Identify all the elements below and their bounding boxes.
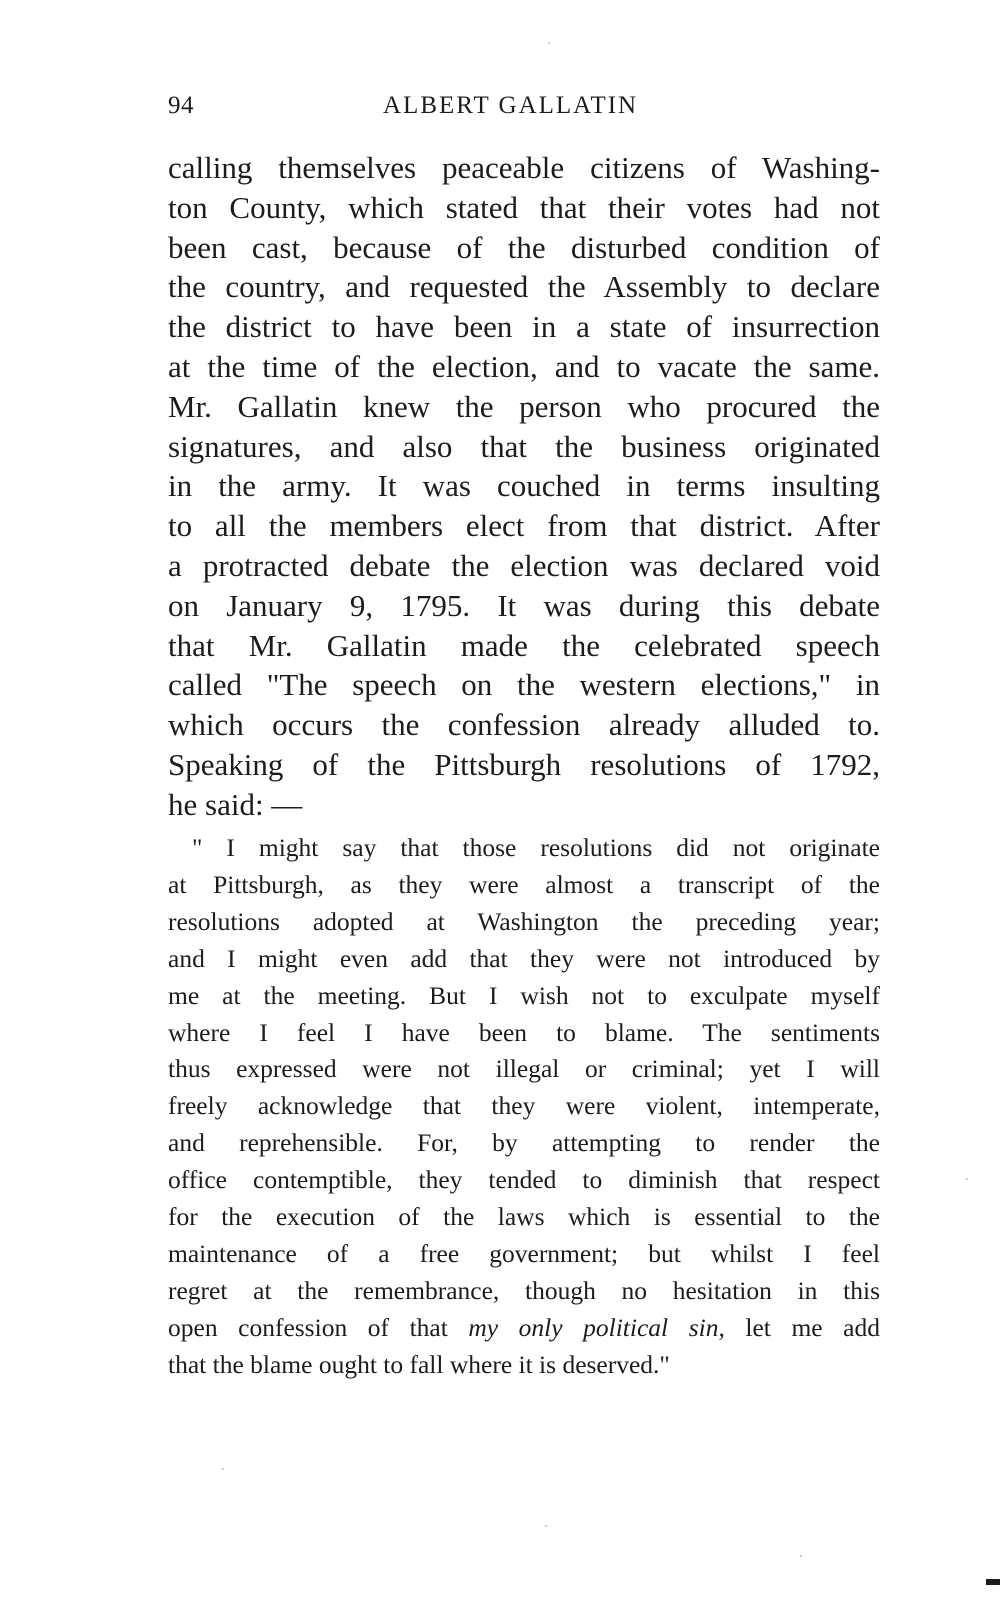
- body-paragraph: [168, 148, 880, 825]
- body-line: that Mr. Gallatin made the celebrated speech: [168, 627, 880, 663]
- quote-line: maintenance of a free government; but whilst I feel: [168, 1238, 880, 1268]
- quote-line: where I feel I have been to blame. The sentiments: [168, 1017, 880, 1047]
- quote-line: me at the meeting. But I wish not to exculpate myself: [168, 980, 880, 1010]
- quote-line: and I might even add that they were not introduced by: [168, 943, 880, 973]
- body-line: Mr. Gallatin knew the person who procured the: [168, 388, 880, 424]
- quote-line: freely acknowledge that they were violent, intemperate,: [168, 1091, 880, 1121]
- body-line: at the time of the election, and to vacate the same.: [168, 348, 880, 384]
- body-line: ton County, which stated that their votes had not: [168, 189, 880, 225]
- paper-speck: [222, 1468, 224, 1470]
- body-line: called "The speech on the western elections," in: [168, 667, 880, 703]
- quote-line: thus expressed were not illegal or criminal; yet I will: [168, 1054, 880, 1084]
- paper-speck: [548, 42, 550, 44]
- italic-phrase: my only political sin,: [468, 1312, 725, 1342]
- body-line: a protracted debate the election was declared void: [168, 547, 880, 583]
- body-line: calling themselves peaceable citizens of Washing-: [168, 150, 880, 185]
- body-line: been cast, because of the disturbed condition of: [168, 229, 880, 265]
- body-line: in the army. It was couched in terms insulting: [168, 468, 880, 504]
- body-line: which occurs the confession already alluded to.: [168, 707, 880, 743]
- quote-line: for the execution of the laws which is essential to the: [168, 1202, 880, 1232]
- quote-text: open confession of that: [168, 1312, 469, 1342]
- quote-line: that the blame ought to fall where it is deserved.": [168, 1349, 670, 1379]
- body-line: the district to have been in a state of insurrection: [168, 309, 880, 345]
- scan-edge-mark: [986, 1579, 1000, 1585]
- body-line: Speaking of the Pittsburgh resolutions of 1792,: [168, 746, 880, 782]
- running-title: ALBERT GALLATIN: [383, 92, 639, 119]
- quote-line: at Pittsburgh, as they were almost a transcript of the: [168, 869, 880, 899]
- body-line: on January 9, 1795. It was during this debate: [168, 587, 880, 623]
- quote-line: and reprehensible. For, by attempting to render the: [168, 1128, 880, 1158]
- paper-speck: [800, 1555, 802, 1557]
- page-header: [168, 92, 880, 126]
- quote-line: regret at the remembrance, though no hesitation in this: [168, 1275, 880, 1305]
- paper-speck: [966, 1178, 968, 1180]
- body-line: the country, and requested the Assembly to declare: [168, 269, 880, 305]
- body-line: he said: —: [168, 786, 303, 822]
- quote-line: resolutions adopted at Washington the preceding year;: [168, 906, 880, 936]
- quote-line: office contemptible, they tended to diminish that respect: [168, 1165, 880, 1195]
- block-quote: [168, 830, 880, 1384]
- body-line: to all the members elect from that district. After: [168, 508, 880, 544]
- page-number: 94: [168, 92, 194, 119]
- quote-text: let me add: [724, 1312, 880, 1342]
- body-line: signatures, and also that the business originated: [168, 428, 880, 464]
- quote-line: " I might say that those resolutions did not originate: [192, 833, 880, 862]
- paper-speck: [545, 1525, 547, 1527]
- quote-line-with-italic: [168, 1310, 880, 1347]
